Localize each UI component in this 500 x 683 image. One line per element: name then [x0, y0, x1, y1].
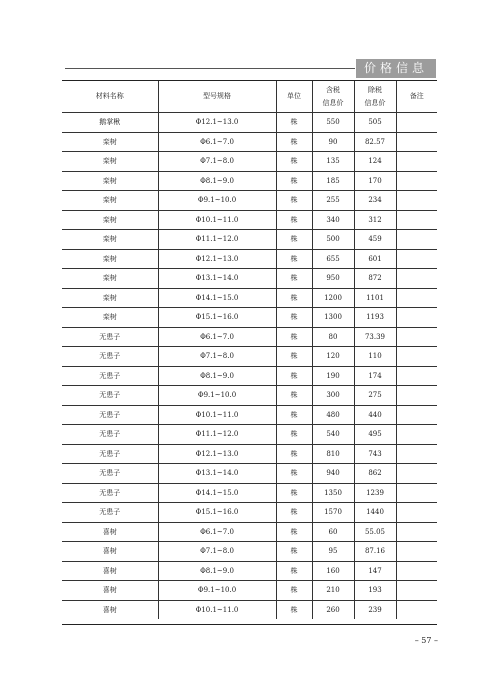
spec-cell: Φ13.1~14.0: [158, 269, 276, 289]
material-name-cell: 无患子: [62, 386, 158, 406]
spec-cell: Φ12.1~13.0: [158, 444, 276, 464]
unit-cell: 株: [276, 327, 312, 347]
spec-cell: Φ10.1~11.0: [158, 210, 276, 230]
spec-cell: Φ8.1~9.0: [158, 561, 276, 581]
material-name-cell: 栾树: [62, 230, 158, 250]
table-row: [62, 269, 437, 289]
price-excl-tax-cell: 82.57: [354, 132, 396, 152]
unit-cell: 株: [276, 288, 312, 308]
remark-cell: [396, 542, 437, 562]
spec-cell: Φ6.1~7.0: [158, 327, 276, 347]
table-body: [62, 113, 437, 620]
unit-cell: 株: [276, 191, 312, 211]
spec-cell: Φ8.1~9.0: [158, 366, 276, 386]
price-excl-tax-cell: 147: [354, 561, 396, 581]
price-incl-tax-cell: 210: [312, 581, 354, 601]
price-incl-tax-cell: 135: [312, 152, 354, 172]
material-name-cell: 栾树: [62, 152, 158, 172]
table-header-row: [62, 81, 437, 113]
price-incl-tax-cell: 260: [312, 600, 354, 619]
spec-cell: Φ9.1~10.0: [158, 581, 276, 601]
table-row: [62, 132, 437, 152]
remark-cell: [396, 210, 437, 230]
table-row: [62, 561, 437, 581]
material-name-cell: 无患子: [62, 366, 158, 386]
spec-cell: Φ6.1~7.0: [158, 132, 276, 152]
spec-cell: Φ15.1~16.0: [158, 308, 276, 328]
price-incl-tax-cell: 500: [312, 230, 354, 250]
column-header: 备注: [396, 81, 437, 113]
price-incl-tax-cell: 1350: [312, 483, 354, 503]
remark-cell: [396, 600, 437, 619]
unit-cell: 株: [276, 347, 312, 367]
price-incl-tax-cell: 1300: [312, 308, 354, 328]
unit-cell: 株: [276, 366, 312, 386]
price-excl-tax-cell: 55.05: [354, 522, 396, 542]
material-name-cell: 栾树: [62, 249, 158, 269]
remark-cell: [396, 347, 437, 367]
unit-cell: 株: [276, 503, 312, 523]
remark-cell: [396, 444, 437, 464]
price-incl-tax-cell: 80: [312, 327, 354, 347]
remark-cell: [396, 152, 437, 172]
material-name-cell: 栾树: [62, 171, 158, 191]
price-excl-tax-cell: 193: [354, 581, 396, 601]
table-row: [62, 191, 437, 211]
unit-cell: 株: [276, 542, 312, 562]
table-row: [62, 249, 437, 269]
price-table: [62, 81, 437, 619]
remark-cell: [396, 327, 437, 347]
table-row: [62, 347, 437, 367]
column-header: 含税 信息价: [312, 81, 354, 113]
price-excl-tax-cell: 1101: [354, 288, 396, 308]
table-row: [62, 210, 437, 230]
remark-cell: [396, 132, 437, 152]
material-name-cell: 无患子: [62, 327, 158, 347]
remark-cell: [396, 171, 437, 191]
spec-cell: Φ14.1~15.0: [158, 483, 276, 503]
table-row: [62, 288, 437, 308]
table-row: [62, 581, 437, 601]
remark-cell: [396, 191, 437, 211]
column-header: 材料名称: [62, 81, 158, 113]
unit-cell: 株: [276, 171, 312, 191]
material-name-cell: 鹅掌楸: [62, 113, 158, 133]
unit-cell: 株: [276, 113, 312, 133]
price-incl-tax-cell: 90: [312, 132, 354, 152]
unit-cell: 株: [276, 269, 312, 289]
column-header: 型号规格: [158, 81, 276, 113]
price-excl-tax-cell: 234: [354, 191, 396, 211]
material-name-cell: 喜树: [62, 542, 158, 562]
table-row: [62, 308, 437, 328]
price-incl-tax-cell: 810: [312, 444, 354, 464]
unit-cell: 株: [276, 405, 312, 425]
spec-cell: Φ9.1~10.0: [158, 386, 276, 406]
remark-cell: [396, 464, 437, 484]
unit-cell: 株: [276, 444, 312, 464]
price-excl-tax-cell: 110: [354, 347, 396, 367]
material-name-cell: 无患子: [62, 464, 158, 484]
remark-cell: [396, 249, 437, 269]
material-name-cell: 无患子: [62, 405, 158, 425]
unit-cell: 株: [276, 308, 312, 328]
table-row: [62, 444, 437, 464]
remark-cell: [396, 269, 437, 289]
table-row: [62, 171, 437, 191]
table-row: [62, 600, 437, 619]
price-excl-tax-cell: 743: [354, 444, 396, 464]
column-header: 单位: [276, 81, 312, 113]
spec-cell: Φ11.1~12.0: [158, 230, 276, 250]
price-incl-tax-cell: 185: [312, 171, 354, 191]
unit-cell: 株: [276, 561, 312, 581]
spec-cell: Φ15.1~16.0: [158, 503, 276, 523]
table-row: [62, 542, 437, 562]
material-name-cell: 栾树: [62, 269, 158, 289]
remark-cell: [396, 581, 437, 601]
price-excl-tax-cell: 73.39: [354, 327, 396, 347]
material-name-cell: 喜树: [62, 600, 158, 619]
price-incl-tax-cell: 1570: [312, 503, 354, 523]
material-name-cell: 无患子: [62, 347, 158, 367]
spec-cell: Φ7.1~8.0: [158, 347, 276, 367]
unit-cell: 株: [276, 132, 312, 152]
spec-cell: Φ9.1~10.0: [158, 191, 276, 211]
table-row: [62, 327, 437, 347]
spec-cell: Φ12.1~13.0: [158, 113, 276, 133]
table-row: [62, 386, 437, 406]
remark-cell: [396, 113, 437, 133]
material-name-cell: 无患子: [62, 425, 158, 445]
spec-cell: Φ7.1~8.0: [158, 152, 276, 172]
table-row: [62, 522, 437, 542]
price-excl-tax-cell: 495: [354, 425, 396, 445]
unit-cell: 株: [276, 210, 312, 230]
table-row: [62, 483, 437, 503]
unit-cell: 株: [276, 425, 312, 445]
material-name-cell: 栾树: [62, 132, 158, 152]
material-name-cell: 栾树: [62, 288, 158, 308]
price-incl-tax-cell: 60: [312, 522, 354, 542]
price-excl-tax-cell: 239: [354, 600, 396, 619]
price-incl-tax-cell: 190: [312, 366, 354, 386]
price-incl-tax-cell: 300: [312, 386, 354, 406]
price-excl-tax-cell: 1193: [354, 308, 396, 328]
spec-cell: Φ7.1~8.0: [158, 542, 276, 562]
table-row: [62, 113, 437, 133]
table-row: [62, 405, 437, 425]
page-number: – 57 –: [414, 636, 438, 645]
spec-cell: Φ6.1~7.0: [158, 522, 276, 542]
price-excl-tax-cell: 459: [354, 230, 396, 250]
material-name-cell: 栾树: [62, 308, 158, 328]
table-row: [62, 230, 437, 250]
material-name-cell: 栾树: [62, 191, 158, 211]
unit-cell: 株: [276, 152, 312, 172]
material-name-cell: 喜树: [62, 561, 158, 581]
material-name-cell: 无患子: [62, 444, 158, 464]
table-row: [62, 425, 437, 445]
remark-cell: [396, 483, 437, 503]
material-name-cell: 无患子: [62, 483, 158, 503]
price-excl-tax-cell: 505: [354, 113, 396, 133]
price-incl-tax-cell: 940: [312, 464, 354, 484]
unit-cell: 株: [276, 522, 312, 542]
remark-cell: [396, 561, 437, 581]
remark-cell: [396, 230, 437, 250]
price-table-wrapper: [62, 80, 437, 625]
remark-cell: [396, 386, 437, 406]
unit-cell: 株: [276, 230, 312, 250]
unit-cell: 株: [276, 483, 312, 503]
unit-cell: 株: [276, 386, 312, 406]
spec-cell: Φ14.1~15.0: [158, 288, 276, 308]
spec-cell: Φ8.1~9.0: [158, 171, 276, 191]
price-incl-tax-cell: 95: [312, 542, 354, 562]
table-row: [62, 503, 437, 523]
header-rule: [65, 68, 355, 69]
spec-cell: Φ13.1~14.0: [158, 464, 276, 484]
table-row: [62, 464, 437, 484]
price-excl-tax-cell: 1239: [354, 483, 396, 503]
table-row: [62, 366, 437, 386]
price-incl-tax-cell: 255: [312, 191, 354, 211]
remark-cell: [396, 503, 437, 523]
price-incl-tax-cell: 120: [312, 347, 354, 367]
unit-cell: 株: [276, 464, 312, 484]
price-excl-tax-cell: 440: [354, 405, 396, 425]
material-name-cell: 喜树: [62, 522, 158, 542]
price-incl-tax-cell: 1200: [312, 288, 354, 308]
unit-cell: 株: [276, 581, 312, 601]
price-incl-tax-cell: 340: [312, 210, 354, 230]
spec-cell: Φ12.1~13.0: [158, 249, 276, 269]
remark-cell: [396, 405, 437, 425]
unit-cell: 株: [276, 249, 312, 269]
price-excl-tax-cell: 862: [354, 464, 396, 484]
price-excl-tax-cell: 872: [354, 269, 396, 289]
unit-cell: 株: [276, 600, 312, 619]
spec-cell: Φ10.1~11.0: [158, 405, 276, 425]
price-excl-tax-cell: 174: [354, 366, 396, 386]
price-incl-tax-cell: 655: [312, 249, 354, 269]
price-excl-tax-cell: 275: [354, 386, 396, 406]
price-incl-tax-cell: 550: [312, 113, 354, 133]
remark-cell: [396, 366, 437, 386]
price-excl-tax-cell: 87.16: [354, 542, 396, 562]
price-excl-tax-cell: 170: [354, 171, 396, 191]
material-name-cell: 栾树: [62, 210, 158, 230]
price-incl-tax-cell: 540: [312, 425, 354, 445]
price-incl-tax-cell: 950: [312, 269, 354, 289]
remark-cell: [396, 288, 437, 308]
material-name-cell: 无患子: [62, 503, 158, 523]
price-excl-tax-cell: 124: [354, 152, 396, 172]
column-header: 除税 信息价: [354, 81, 396, 113]
section-title-tab: 价格信息: [356, 59, 436, 78]
table-row: [62, 152, 437, 172]
remark-cell: [396, 425, 437, 445]
spec-cell: Φ11.1~12.0: [158, 425, 276, 445]
price-excl-tax-cell: 1440: [354, 503, 396, 523]
price-incl-tax-cell: 160: [312, 561, 354, 581]
price-excl-tax-cell: 601: [354, 249, 396, 269]
spec-cell: Φ10.1~11.0: [158, 600, 276, 619]
price-incl-tax-cell: 480: [312, 405, 354, 425]
remark-cell: [396, 522, 437, 542]
price-excl-tax-cell: 312: [354, 210, 396, 230]
remark-cell: [396, 308, 437, 328]
material-name-cell: 喜树: [62, 581, 158, 601]
